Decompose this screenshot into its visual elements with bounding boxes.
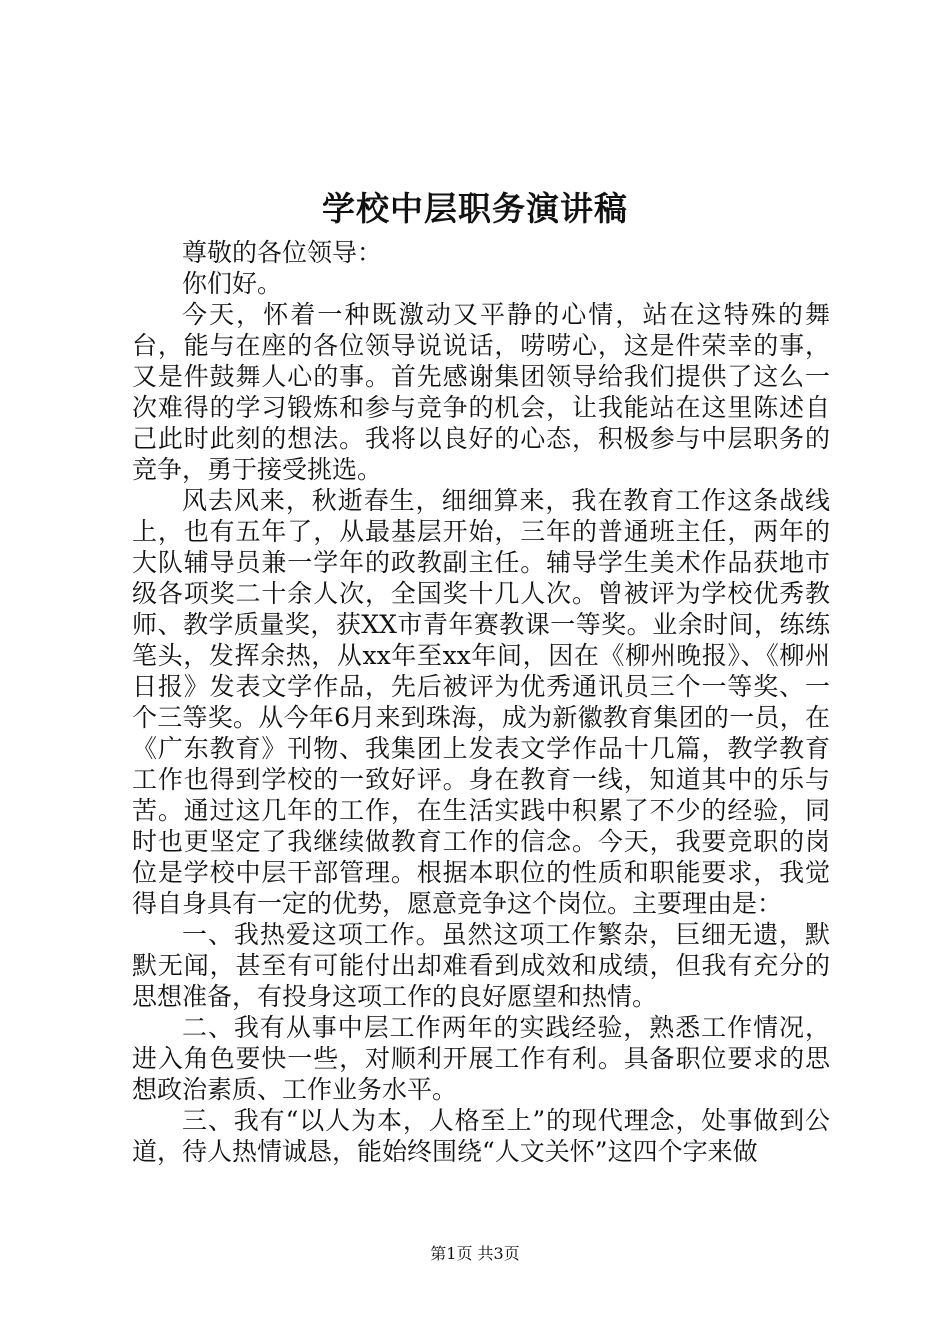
paragraph-reason-3: 三、我有“以人为本，人格至上”的现代理念，处事做到公道，待人热情诚恳，能始终围绕“人文关怀”这四个字来做: [132, 1106, 830, 1166]
document-body: [132, 237, 830, 1167]
greeting: 你们好。: [182, 269, 283, 298]
page-number-footer: 第1页 共3页: [430, 1244, 520, 1263]
paragraph-experience: 风去风来，秋逝春生，细细算来，我在教育工作这条战线上，也有五年了，从最基层开始，三年的普通班主任，两年的大队辅导员兼一学年的政教副主任。辅导学生美术作品获地市级各项奖二十余人次，全国奖十几人次。曾被评为学校优秀教师、教学质量奖，获XX市青年赛教课一等奖。业余时间，练练笔头，发挥余热，从xx年至xx年间，因在《柳州晚报》、《柳州日报》发表文学作品，先后被评为优秀通讯员三个一等奖、一个三等奖。从今年6月来到珠海，成为新徽教育集团的一员，在《广东教育》刊物、我集团上发表文学作品十几篇，教学教育工作也得到学校的一致好评。身在教育一线，知道其中的乐与苦。通过这几年的工作，在生活实践中积累了不少的经验，同时也更坚定了我继续做教育工作的信念。今天，我要竞职的岗位是学校中层干部管理。根据本职位的性质和职能要求，我觉得自身具有一定的优势，愿意竞争这个岗位。主要理由是：: [132, 486, 830, 918]
document-title: 学校中层职务演讲稿: [322, 189, 628, 228]
paragraph-reason-2: 二、我有从事中层工作两年的实践经验，熟悉工作情况，进入角色要快一些，对顺利开展工作有利。具备职位要求的思想政治素质、工作业务水平。: [132, 1013, 830, 1104]
salutation: 尊敬的各位领导：: [182, 238, 383, 267]
paragraph-intro: 今天，怀着一种既激动又平静的心情，站在这特殊的舞台，能与在座的各位领导说说话，唠唠心，这是件荣幸的事，又是件鼓舞人心的事。首先感谢集团领导给我们提供了这么一次难得的学习锻炼和参与竞争的机会，让我能站在这里陈述自己此时此刻的想法。我将以良好的心态，积极参与中层职务的竞争，勇于接受挑选。: [132, 300, 830, 484]
paragraph-reason-1: 一、我热爱这项工作。虽然这项工作繁杂，巨细无遗，默默无闻，甚至有可能付出却难看到成效和成绩，但我有充分的思想准备，有投身这项工作的良好愿望和热情。: [132, 920, 830, 1011]
